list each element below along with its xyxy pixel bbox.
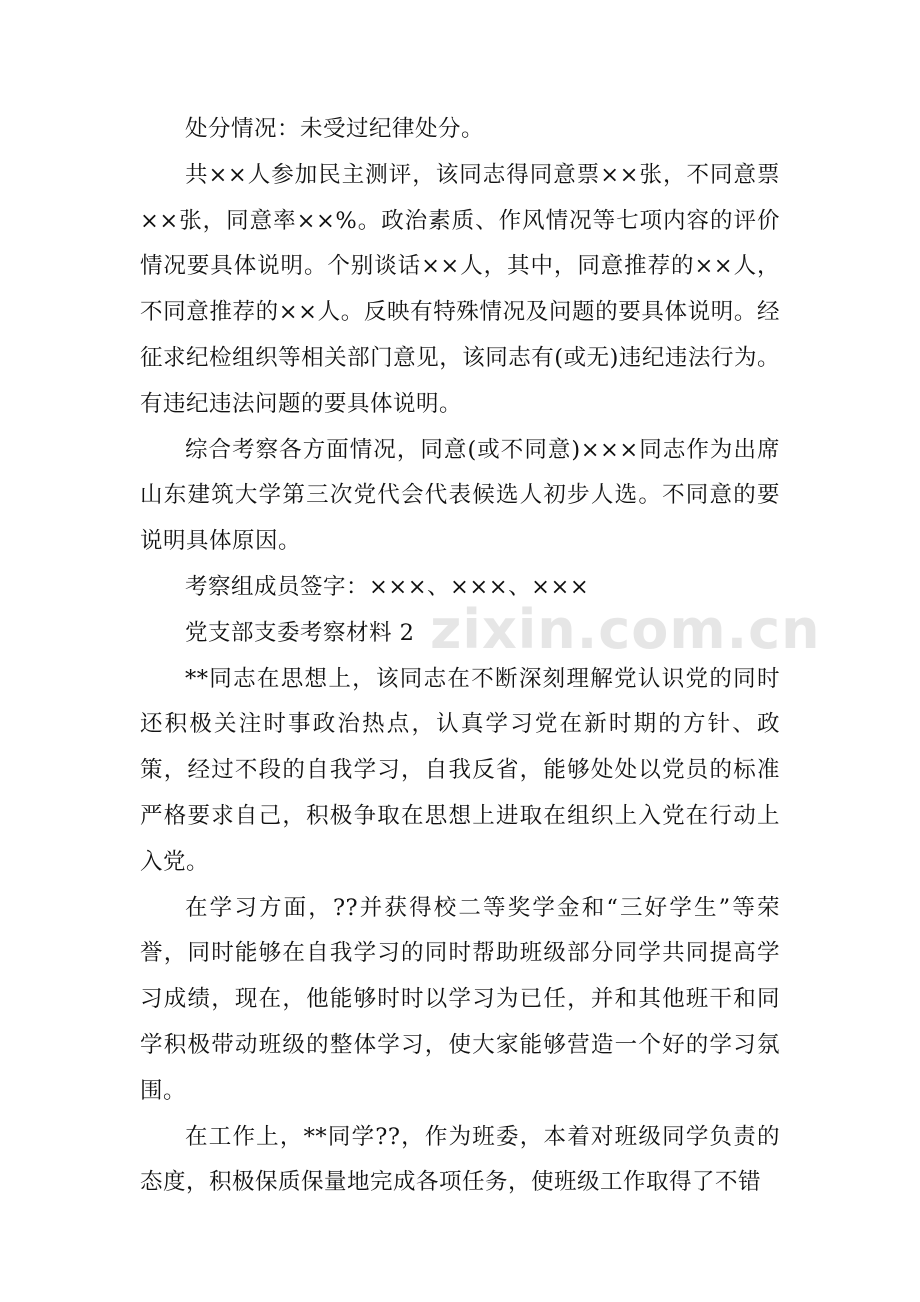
paragraph-signature: 考察组成员签字：×××、×××、××× (185, 573, 590, 600)
paragraph-work: 在工作上，**同学??，作为班委，本着对班级同学负责的态度，积极保质保量地完成各项任务，使班级工作取得了不错 (140, 1123, 780, 1196)
paragraph-study: 在学习方面，??并获得校二等奖学金和“三好学生”等荣誉，同时能够在自我学习的同时帮助班级部分同学共同提高学习成绩，现在，他能够时时以学习为已任，并和其他班干和同学积极带动班级的整体学习，使大家能够营造一个好的学习氛围。 (140, 894, 780, 1104)
watermark: zixin.com.cn (430, 598, 821, 661)
paragraph-evaluation: 共××人参加民主测评，该同志得同意票××张，不同意票××张，同意率××%。政治素质、作风情况等七项内容的评价情况要具体说明。个别谈话××人，其中，同意推荐的××人，不同意推荐的××人。反映有特殊情况及问题的要具体说明。经征求纪检组织等相关部门意见，该同志有(或无)违纪违法行为。有违纪违法问题的要具体说明。 (140, 161, 780, 417)
document-body (140, 107, 780, 1206)
section-heading: 党支部支委考察材料 2 (185, 619, 415, 646)
paragraph-ideology: **同志在思想上，该同志在不断深刻理解党认识党的同时还积极关注时事政治热点，认真学习党在新时期的方针、政策，经过不段的自我学习，自我反省，能够处处以党员的标准严格要求自己，积极争取在思想上进取在组织上入党在行动上入党。 (140, 665, 780, 875)
paragraph-discipline: 处分情况：未受过纪律处分。 (185, 116, 485, 142)
paragraph-conclusion: 综合考察各方面情况，同意(或不同意)×××同志作为出席山东建筑大学第三次党代会代表候选人初步人选。不同意的要说明具体原因。 (140, 436, 780, 555)
